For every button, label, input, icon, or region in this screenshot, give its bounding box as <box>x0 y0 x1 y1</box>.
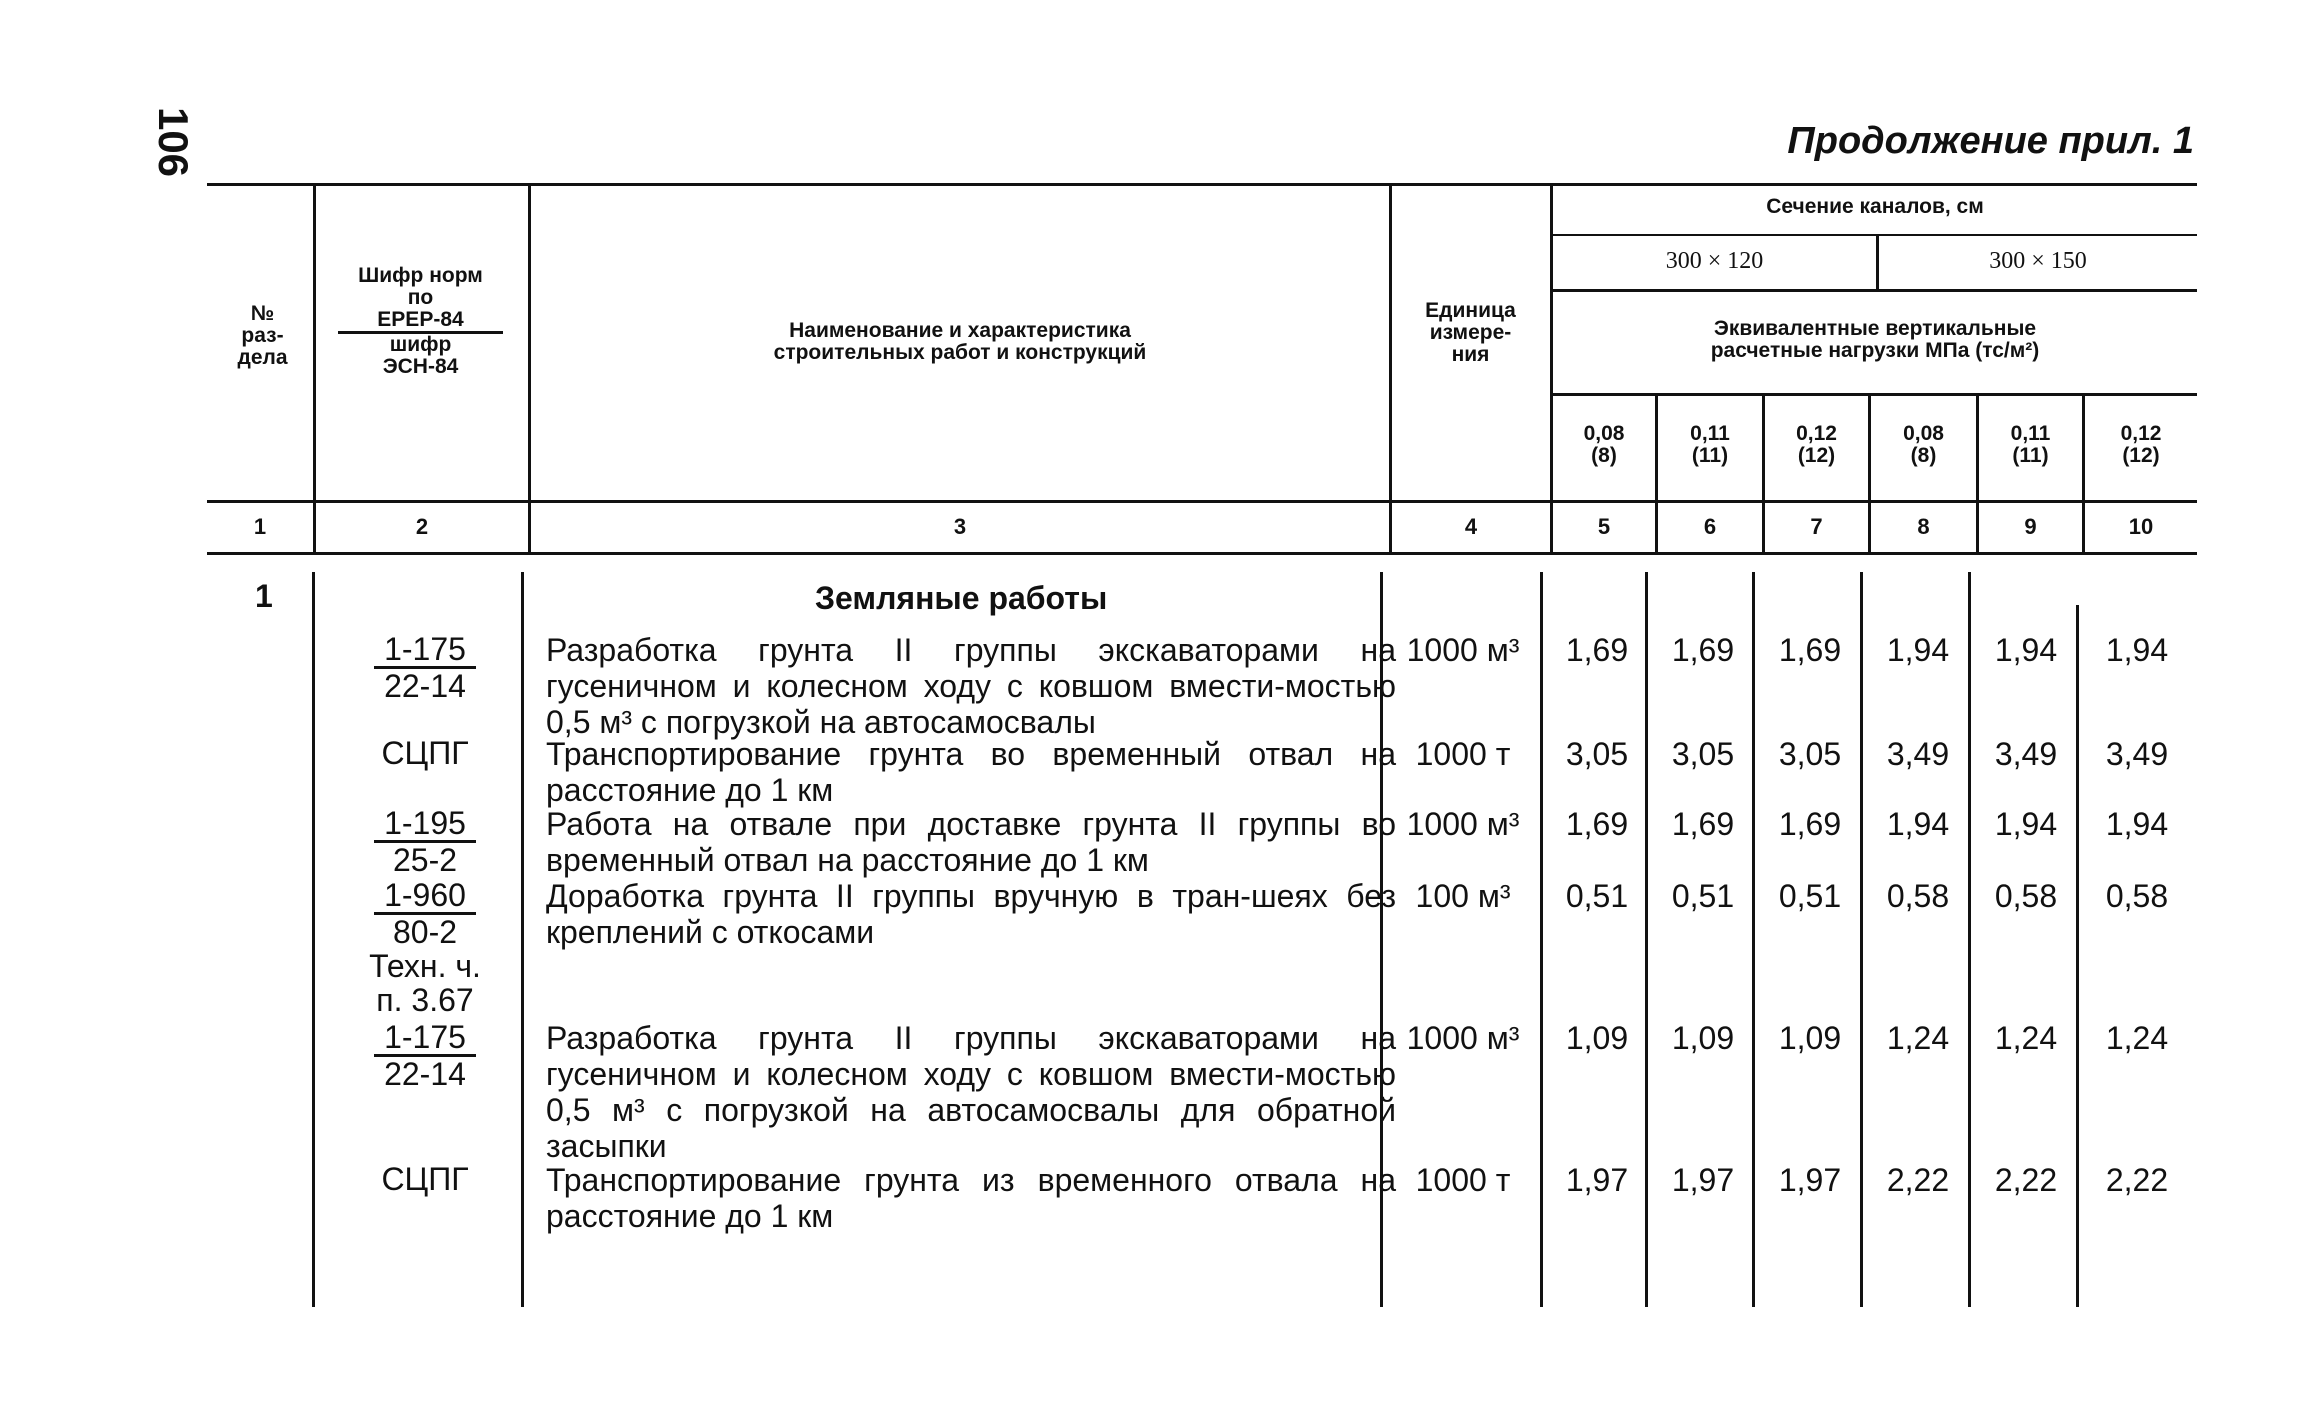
header-col-code: Шифр норм по ЕРЕР-84 шифр ЭСН-84 <box>318 265 523 378</box>
row-unit: 100 м³ <box>1415 878 1511 914</box>
header-col-unit: Единица измере- ния <box>1425 299 1516 366</box>
row-value: 0,51 <box>1565 878 1629 914</box>
header-section-group: Сечение каналов, см <box>1766 195 1984 218</box>
row-value: 0,58 <box>1994 878 2058 914</box>
row-value: 1,69 <box>1671 806 1735 842</box>
row-unit: 1000 м³ <box>1406 806 1520 842</box>
col-number: 7 <box>1810 514 1823 539</box>
row-value: 3,05 <box>1565 736 1629 772</box>
row-value: 0,51 <box>1778 878 1842 914</box>
row-description: Доработка грунта II группы вручную в тран-шеях без креплений с откосами <box>546 878 1396 950</box>
col-number: 9 <box>2024 514 2037 539</box>
row-value: 3,05 <box>1671 736 1735 772</box>
col-number: 2 <box>415 514 429 539</box>
col-number: 8 <box>1917 514 1930 539</box>
row-code: СЦПГ <box>381 735 469 771</box>
row-value: 1,94 <box>2105 806 2169 842</box>
header-col-section-number: № раз- дела <box>237 302 288 369</box>
row-value: 1,09 <box>1671 1020 1735 1056</box>
row-value: 3,49 <box>1886 736 1950 772</box>
row-value: 0,58 <box>1886 878 1950 914</box>
load-value: 0,08 (8) <box>1583 422 1625 467</box>
load-value: 0,12 (12) <box>2120 422 2162 467</box>
row-value: 1,94 <box>1994 632 2058 668</box>
row-description: Разработка грунта II группы экскаваторами на гусеничном и колесном ходу с ковшом вмести-мостью 0,5 м³ с погрузкой на автосамосвалы для обратной засыпки <box>546 1020 1396 1164</box>
row-code: СЦПГ <box>381 1161 469 1197</box>
row-value: 1,69 <box>1565 632 1629 668</box>
row-value: 2,22 <box>1994 1162 2058 1198</box>
row-value: 1,69 <box>1778 806 1842 842</box>
row-unit: 1000 м³ <box>1406 632 1520 668</box>
section-number: 1 <box>255 578 273 614</box>
header-loads: Эквивалентные вертикальные расчетные нагрузки МПа (тс/м²) <box>1710 317 2040 362</box>
row-unit: 1000 м³ <box>1406 1020 1520 1056</box>
page-number: 106 <box>150 106 198 178</box>
continuation-title: Продолжение прил. 1 <box>1787 120 2194 162</box>
row-value: 1,09 <box>1565 1020 1629 1056</box>
section-title: Земляные работы <box>815 580 1108 616</box>
row-value: 2,22 <box>1886 1162 1950 1198</box>
row-value: 0,58 <box>2105 878 2169 914</box>
row-code: 1-175 22-14 <box>350 632 500 703</box>
row-value: 1,24 <box>1886 1020 1950 1056</box>
col-number: 3 <box>953 514 967 539</box>
row-code: 1-195 25-2 <box>350 806 500 877</box>
row-description: Разработка грунта II группы экскаваторами на гусеничном и колесном ходу с ковшом вмести-мостью 0,5 м³ с погрузкой на автосамосвалы <box>546 632 1396 740</box>
header-section-b: 300 × 150 <box>1989 248 2087 274</box>
load-value: 0,08 (8) <box>1903 422 1944 467</box>
row-value: 1,69 <box>1565 806 1629 842</box>
row-value: 2,22 <box>2105 1162 2169 1198</box>
row-unit: 1000 т <box>1415 1162 1511 1198</box>
row-value: 3,05 <box>1778 736 1842 772</box>
row-value: 1,24 <box>2105 1020 2169 1056</box>
row-value: 1,69 <box>1778 632 1842 668</box>
row-value: 1,94 <box>1994 806 2058 842</box>
row-value: 1,94 <box>1886 632 1950 668</box>
row-value: 3,49 <box>2105 736 2169 772</box>
row-code: 1-175 22-14 <box>350 1020 500 1091</box>
col-number: 10 <box>2128 514 2154 539</box>
row-description: Транспортирование грунта из временного отвала на расстояние до 1 км <box>546 1162 1396 1234</box>
row-value: 1,09 <box>1778 1020 1842 1056</box>
header-section-a: 300 × 120 <box>1665 248 1764 274</box>
load-value: 0,11 (11) <box>2010 422 2051 467</box>
load-value: 0,12 (12) <box>1796 422 1837 467</box>
row-unit: 1000 т <box>1415 736 1511 772</box>
col-number: 1 <box>253 514 267 539</box>
row-description: Транспортирование грунта во временный отвал на расстояние до 1 км <box>546 736 1396 808</box>
col-number: 6 <box>1703 514 1717 539</box>
row-value: 1,97 <box>1565 1162 1629 1198</box>
row-value: 0,51 <box>1671 878 1735 914</box>
row-code: 1-960 80-2 Техн. ч. п. 3.67 <box>369 877 481 1018</box>
row-value: 3,49 <box>1994 736 2058 772</box>
col-number: 5 <box>1597 514 1611 539</box>
row-value: 1,24 <box>1994 1020 2058 1056</box>
row-value: 1,97 <box>1671 1162 1735 1198</box>
header-col-description: Наименование и характеристика строительных работ и конструкций <box>773 319 1147 364</box>
row-value: 1,97 <box>1778 1162 1842 1198</box>
row-value: 1,69 <box>1671 632 1735 668</box>
row-description: Работа на отвале при доставке грунта II группы во временный отвал на расстояние до 1 км <box>546 806 1396 878</box>
row-value: 1,94 <box>2105 632 2169 668</box>
load-value: 0,11 (11) <box>1690 422 1730 467</box>
row-value: 1,94 <box>1886 806 1950 842</box>
col-number: 4 <box>1464 514 1478 539</box>
